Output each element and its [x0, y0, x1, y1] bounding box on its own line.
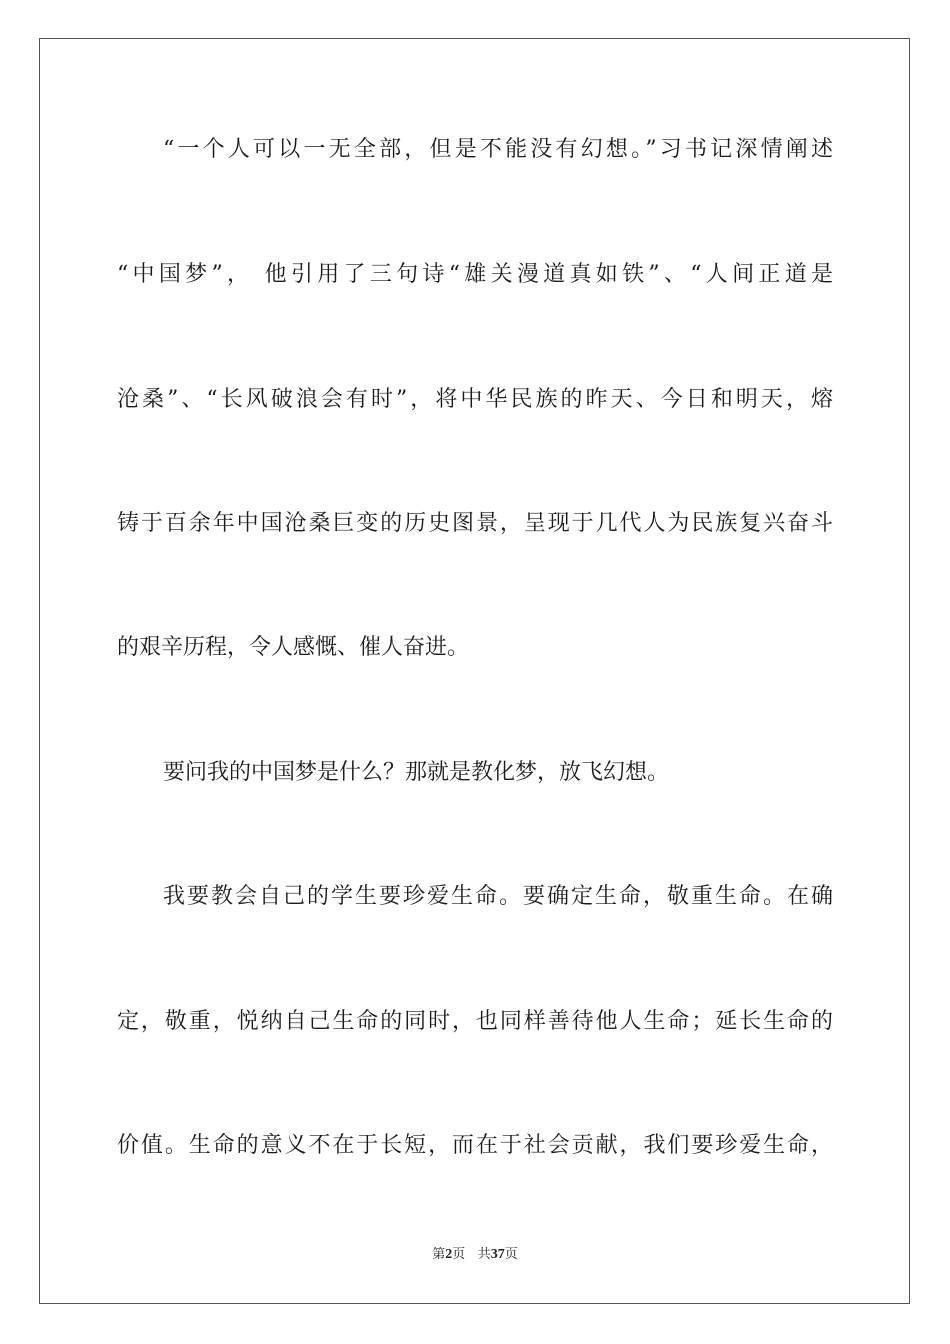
- paragraph-line: “中国梦”， 他引用了三句诗“雄关漫道真如铁”、“人间正道是: [117, 262, 833, 287]
- paragraph-line: 要问我的中国梦是什么？那就是教化梦，放飞幻想。: [163, 760, 670, 785]
- page-label-prefix: 第: [432, 1247, 446, 1262]
- page-border: [39, 38, 910, 1304]
- paragraph-line: 的艰辛历程，令人感慨、催人奋进。: [117, 635, 470, 660]
- total-pages: 37: [490, 1247, 505, 1262]
- page-label-suffix: 页: [452, 1247, 466, 1262]
- paragraph-line: 沧桑”、“长风破浪会有时”，将中华民族的昨天、今日和明天，熔: [117, 387, 833, 412]
- paragraph-line: 铸于百余年中国沧桑巨变的历史图景，呈现于几代人为民族复兴奋斗: [117, 511, 833, 536]
- total-label-prefix: 共: [477, 1247, 491, 1262]
- paragraph-line: 定，敬重，悦纳自己生命的同时，也同样善待他人生命；延长生命的: [117, 1009, 833, 1034]
- paragraph-line: 我要教会自己的学生要珍爱生命。要确定生命，敬重生命。在确: [163, 884, 833, 909]
- total-label-suffix: 页: [504, 1247, 518, 1262]
- paragraph-line: “一个人可以一无全部，但是不能没有幻想。”习书记深情阐述: [163, 137, 833, 162]
- page-footer: [0, 1246, 950, 1264]
- paragraph-line: 价值。生命的意义不在于长短，而在于社会贡献，我们要珍爱生命，: [117, 1133, 833, 1158]
- page-number: 2: [445, 1247, 453, 1262]
